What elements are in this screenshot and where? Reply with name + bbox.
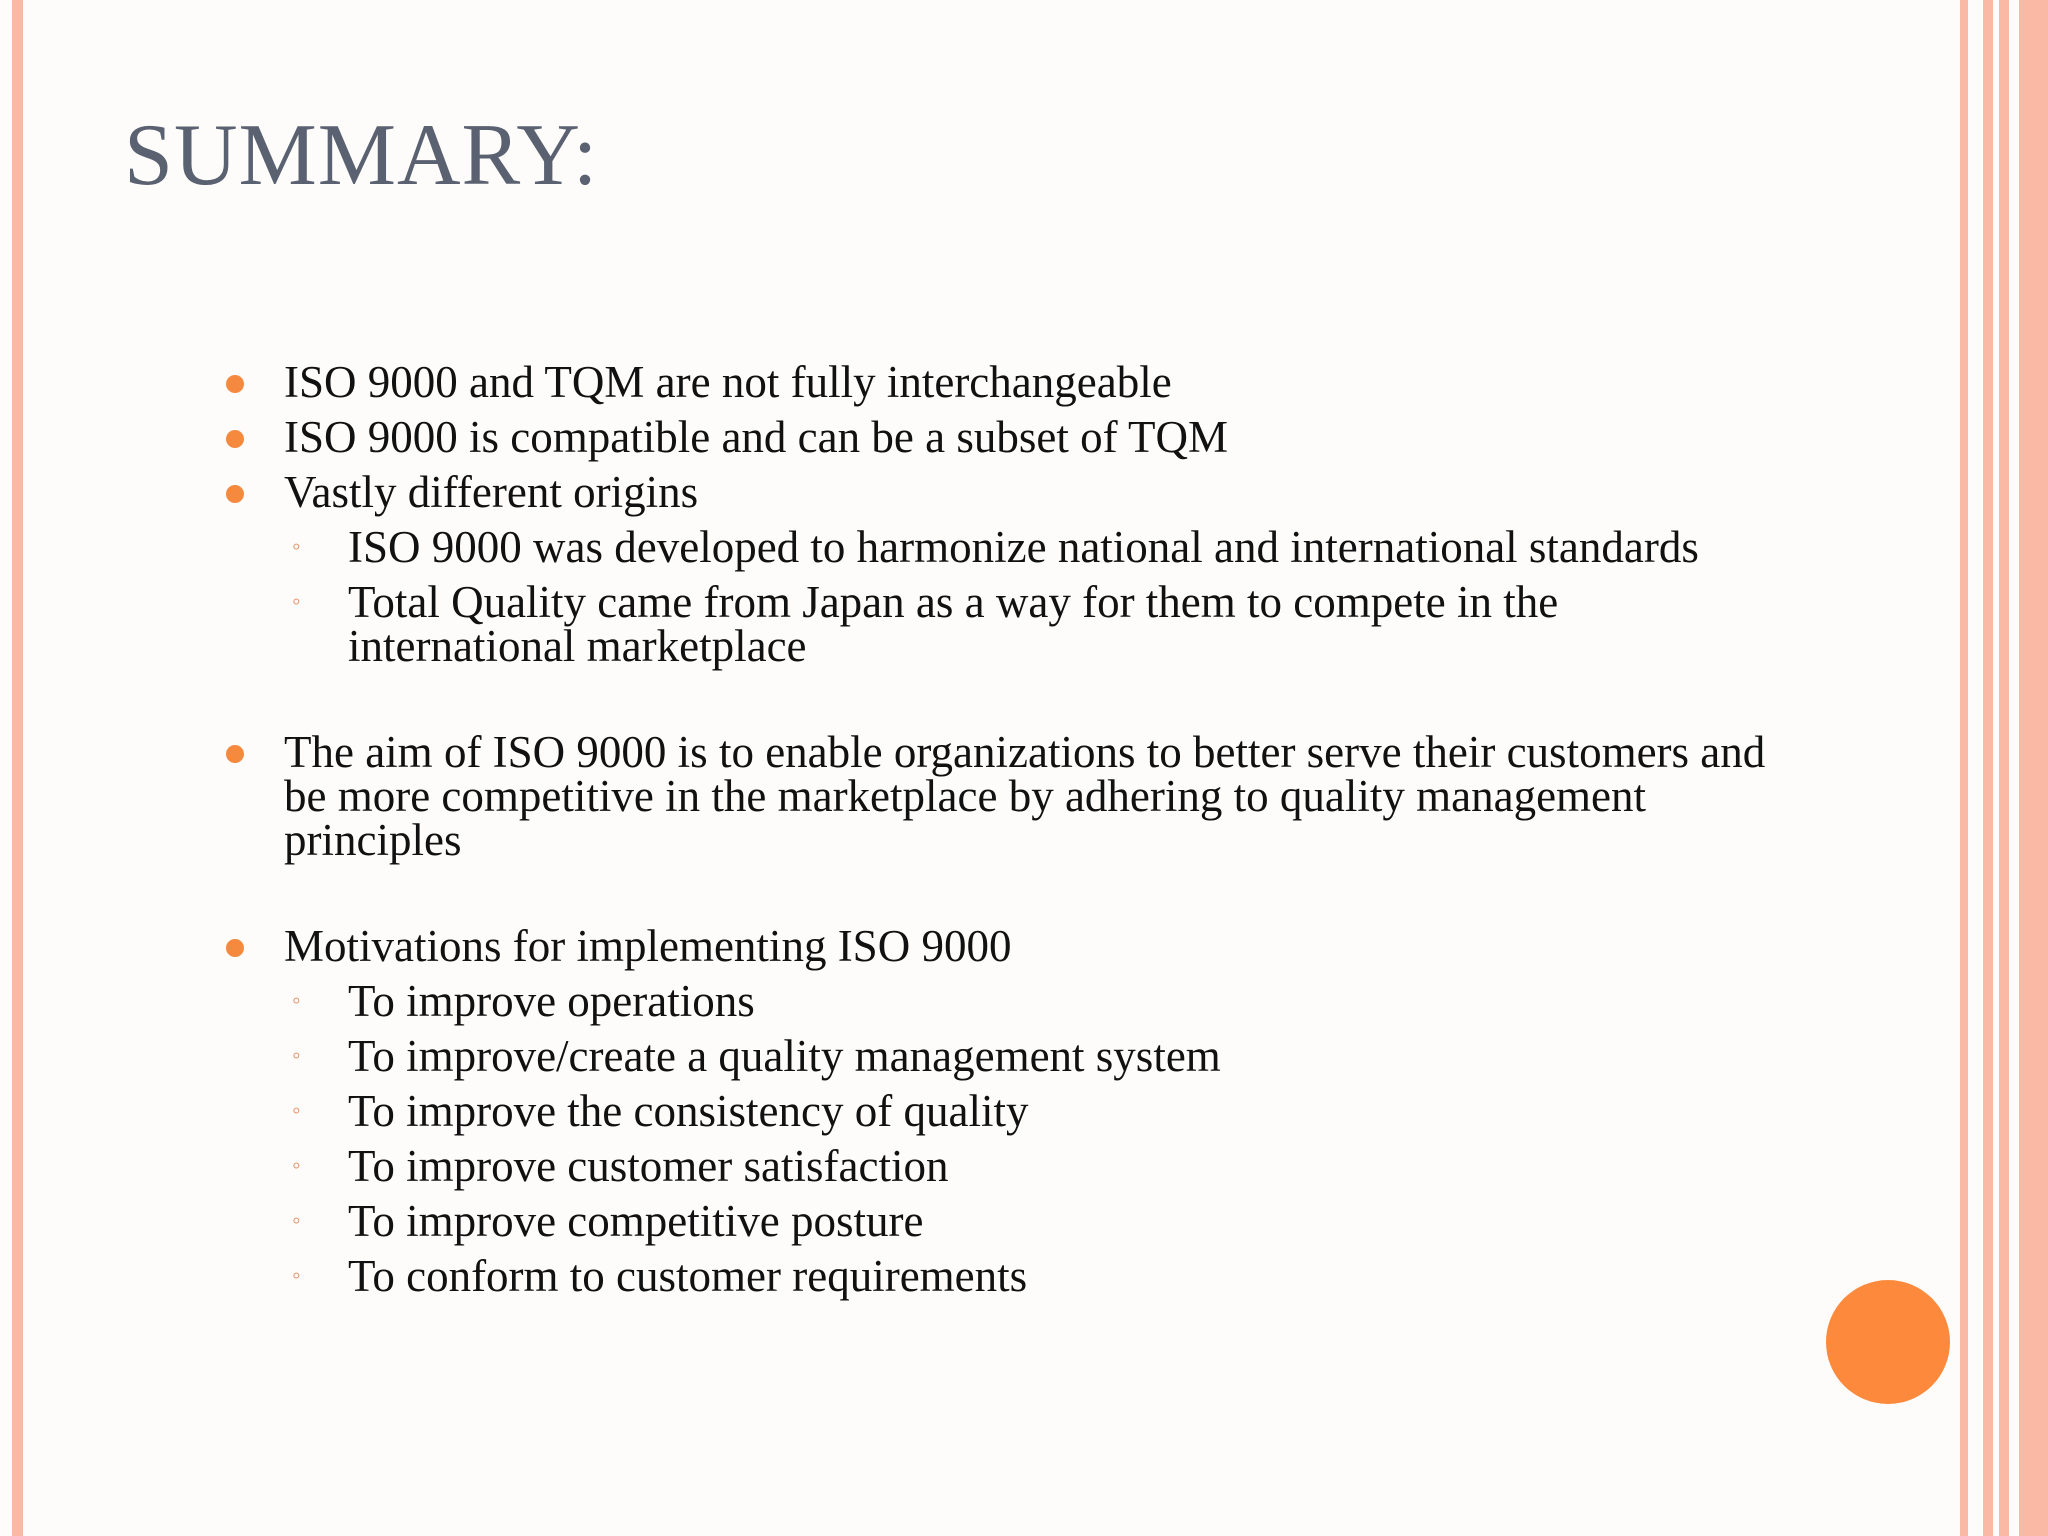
bullet-item	[222, 357, 1782, 407]
sub-bullet-item	[222, 1141, 1782, 1191]
filled-circle-icon	[226, 745, 244, 763]
sub-bullet-text: To improve/create a quality management system	[348, 1031, 1221, 1081]
filled-circle-icon	[226, 375, 244, 393]
bullet-item	[222, 412, 1782, 462]
sub-bullet-item	[222, 522, 1782, 572]
sub-bullet-item	[222, 1251, 1782, 1301]
sub-bullet-text: To improve the consistency of quality	[348, 1086, 1029, 1136]
filled-circle-icon	[226, 485, 244, 503]
bullet-item	[222, 467, 1782, 517]
sub-bullet-text: To improve competitive posture	[348, 1196, 924, 1246]
sub-bullet-item	[222, 577, 1782, 671]
bullet-text: ISO 9000 and TQM are not fully interchangeable	[284, 357, 1172, 407]
orange-circle-decoration	[1826, 1280, 1950, 1404]
spacer	[222, 679, 1782, 730]
hollow-circle-icon: ◦	[292, 1098, 301, 1124]
right-decorative-stripe	[1999, 0, 2009, 1536]
sub-bullet-item	[222, 976, 1782, 1026]
sub-bullet-text: To improve customer satisfaction	[348, 1141, 949, 1191]
spacer	[222, 873, 1782, 924]
hollow-circle-icon: ◦	[292, 1263, 301, 1289]
bullet-text: ISO 9000 is compatible and can be a subset of TQM	[284, 412, 1228, 462]
right-decorative-stripe	[2019, 0, 2048, 1536]
hollow-circle-icon: ◦	[292, 534, 301, 560]
hollow-circle-icon: ◦	[292, 589, 301, 615]
hollow-circle-icon: ◦	[292, 988, 301, 1014]
bullet-item	[222, 921, 1782, 971]
hollow-circle-icon: ◦	[292, 1208, 301, 1234]
sub-bullet-item	[222, 1031, 1782, 1081]
sub-bullet-text: To improve operations	[348, 976, 755, 1026]
bullet-text: Motivations for implementing ISO 9000	[284, 921, 1012, 971]
slide-body	[222, 357, 1782, 1309]
sub-bullet-text: ISO 9000 was developed to harmonize national and international standards	[348, 522, 1699, 572]
sub-bullet-text: Total Quality came from Japan as a way for them to compete in the international marketplace	[348, 577, 1559, 671]
right-decorative-stripe	[1983, 0, 1993, 1536]
bullet-text: Vastly different origins	[284, 467, 699, 517]
left-decorative-stripe	[12, 0, 23, 1536]
right-decorative-stripe	[1960, 0, 1968, 1536]
sub-bullet-text: To conform to customer requirements	[348, 1251, 1028, 1301]
slide-title: SUMMARY:	[124, 107, 599, 204]
bullet-item	[222, 727, 1782, 865]
hollow-circle-icon: ◦	[292, 1043, 301, 1069]
sub-bullet-item	[222, 1086, 1782, 1136]
sub-bullet-item	[222, 1196, 1782, 1246]
hollow-circle-icon: ◦	[292, 1153, 301, 1179]
bullet-text: The aim of ISO 9000 is to enable organizations to better serve their customers and be more competitive in the marketplace by adhering to quality management principles	[284, 727, 1766, 865]
filled-circle-icon	[226, 939, 244, 957]
filled-circle-icon	[226, 430, 244, 448]
